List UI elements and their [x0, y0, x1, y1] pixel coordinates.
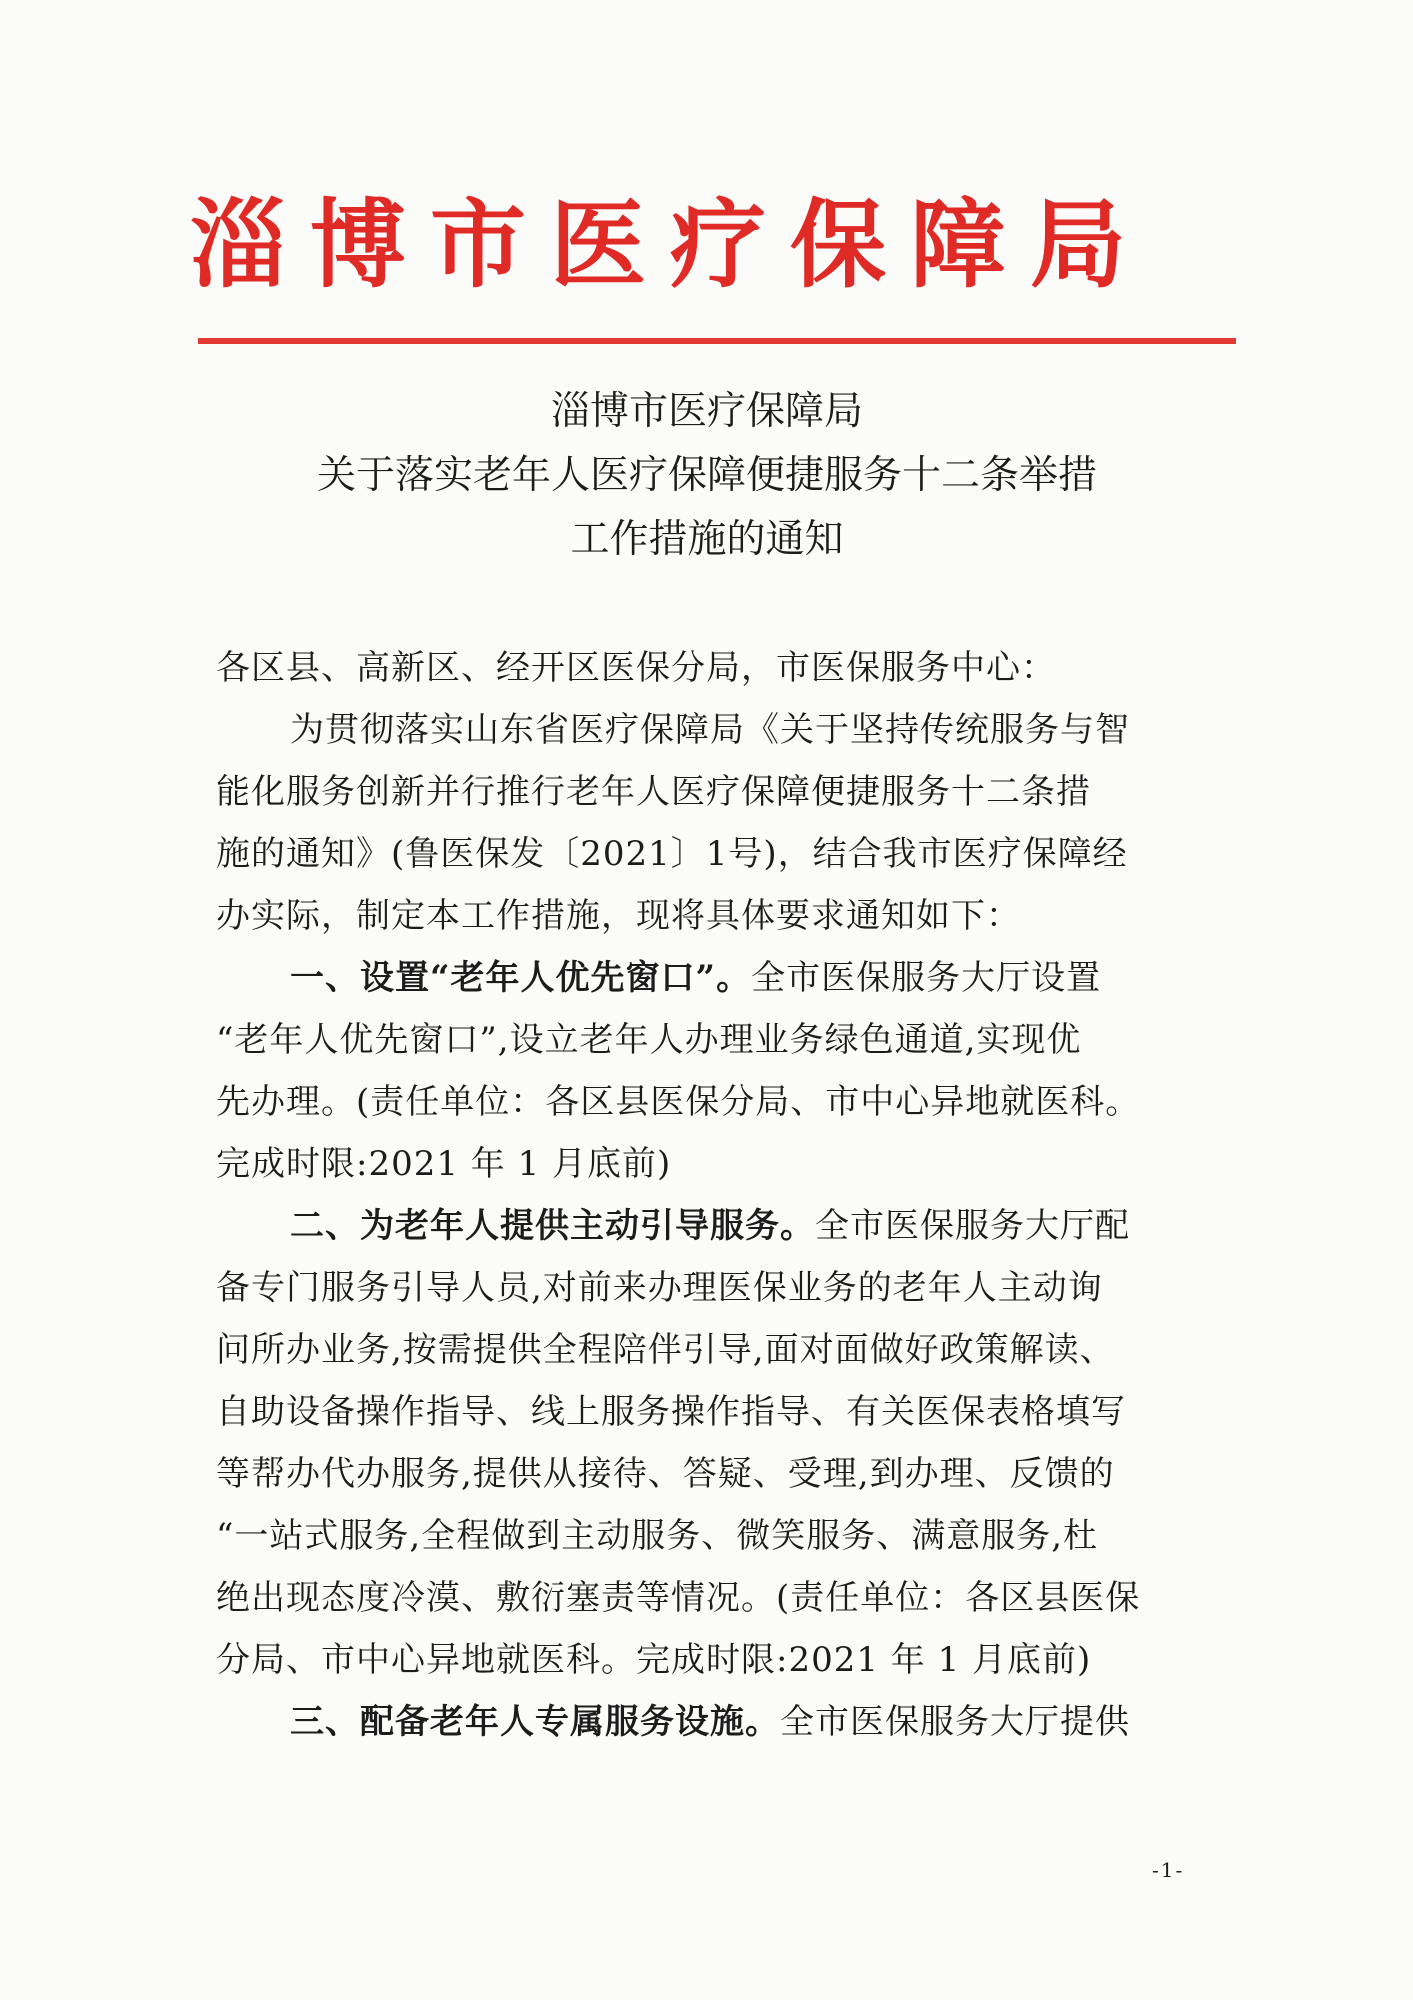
- section-2-heading: 二、为老年人提供主动引导服务。: [290, 1206, 815, 1246]
- section-2-line: 备专门服务引导人员,对前来办理医保业务的老年人主动询: [216, 1268, 1103, 1308]
- section-2-line: 自助设备操作指导、线上服务操作指导、有关医保表格填写: [216, 1392, 1126, 1432]
- letterhead-red-rule: [198, 338, 1236, 344]
- section-1-text: 全市医保服务大厅设置: [751, 958, 1102, 998]
- section-2-first-line: [216, 1195, 1196, 1257]
- document-title: [160, 380, 1254, 572]
- section-3-text: 全市医保服务大厅提供: [780, 1702, 1130, 1742]
- section-1-line: 完成时限:2021 年 1 月底前): [216, 1144, 672, 1184]
- section-2-text: 全市医保服务大厅配: [815, 1206, 1130, 1246]
- section-2-line: 等帮办代办服务,提供从接待、答疑、受理,到办理、反馈的: [216, 1454, 1115, 1494]
- title-line-3: 工作措施的通知: [570, 517, 844, 562]
- title-line-1: 淄博市医疗保障局: [550, 389, 863, 434]
- section-3-heading: 三、配备老年人专属服务设施。: [290, 1702, 780, 1742]
- org-letterhead: 淄博市医疗保障局: [190, 188, 1150, 301]
- intro-line: 为贯彻落实山东省医疗保障局《关于坚持传统服务与智: [290, 710, 1130, 750]
- salutation: 各区县、高新区、经开区医保分局，市医保服务中心：: [216, 648, 1056, 688]
- section-2-line: “一站式服务,全程做到主动服务、微笑服务、满意服务,杜: [216, 1516, 1098, 1556]
- section-2-line: 问所办业务,按需提供全程陪伴引导,面对面做好政策解读、: [216, 1330, 1115, 1370]
- section-1-heading: 一、设置“老年人优先窗口”。: [290, 958, 752, 998]
- section-1-line: “老年人优先窗口”,设立老年人办理业务绿色通道,实现优: [216, 1020, 1082, 1060]
- section-2-line: 绝出现态度冷漠、敷衍塞责等情况。(责任单位：各区县医保: [216, 1578, 1141, 1618]
- intro-line: 施的通知》(鲁医保发〔2021〕1号)，结合我市医疗保障经: [216, 834, 1128, 874]
- section-2-line: 分局、市中心异地就医科。完成时限:2021 年 1 月底前): [216, 1640, 1092, 1680]
- intro-line: 办实际，制定本工作措施，现将具体要求通知如下：: [216, 896, 1021, 936]
- title-line-2: 关于落实老年人医疗保障便捷服务十二条举措: [316, 453, 1097, 498]
- intro-line: 能化服务创新并行推行老年人医疗保障便捷服务十二条措: [216, 772, 1091, 812]
- section-1-line: 先办理。(责任单位：各区县医保分局、市中心异地就医科。: [216, 1082, 1141, 1122]
- page-number: -1-: [1152, 1858, 1185, 1882]
- section-3-first-line: [216, 1691, 1196, 1753]
- document-body: [216, 637, 1196, 1753]
- section-1-first-line: [216, 947, 1196, 1009]
